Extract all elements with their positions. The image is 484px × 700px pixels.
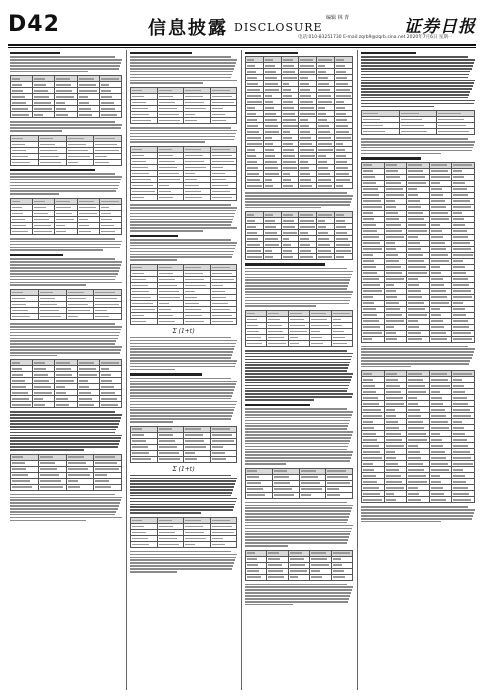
table-cell bbox=[317, 183, 335, 189]
data-table bbox=[245, 468, 353, 499]
table-cell bbox=[246, 492, 273, 498]
table-cell bbox=[210, 541, 237, 547]
masthead-rule bbox=[8, 44, 476, 46]
table-cell bbox=[384, 497, 407, 503]
table-cell bbox=[66, 314, 94, 320]
table-cell bbox=[131, 318, 158, 324]
table-cell bbox=[246, 183, 264, 189]
formula: Σ (1+t) bbox=[172, 465, 195, 473]
data-table bbox=[361, 110, 475, 135]
table-cell bbox=[11, 112, 33, 118]
data-table bbox=[361, 370, 475, 503]
table-row bbox=[362, 129, 475, 135]
table-cell bbox=[399, 129, 437, 135]
table-row bbox=[246, 492, 353, 498]
paragraph bbox=[130, 239, 237, 261]
table-cell bbox=[157, 318, 184, 324]
table-cell bbox=[184, 195, 211, 201]
table-cell bbox=[184, 456, 211, 462]
data-table bbox=[130, 426, 237, 463]
table-cell bbox=[267, 341, 288, 347]
paragraph bbox=[10, 173, 122, 195]
table-cell bbox=[335, 254, 353, 260]
section-heading bbox=[130, 373, 202, 375]
section-heading bbox=[130, 235, 178, 237]
editor-line: 编辑 林 青 bbox=[326, 15, 350, 21]
paragraph bbox=[10, 56, 122, 72]
paragraph bbox=[10, 411, 122, 450]
section-heading bbox=[245, 263, 325, 265]
table-cell bbox=[66, 484, 94, 490]
table-cell bbox=[11, 402, 33, 408]
table-cell bbox=[157, 541, 184, 547]
paragraph bbox=[245, 584, 353, 606]
data-table bbox=[245, 211, 353, 260]
table-cell bbox=[317, 254, 335, 260]
table-cell bbox=[157, 456, 184, 462]
paragraph bbox=[10, 323, 122, 356]
table-cell bbox=[66, 159, 94, 165]
paragraph bbox=[361, 506, 475, 522]
table-row bbox=[11, 112, 122, 118]
table-cell bbox=[310, 341, 331, 347]
table-row bbox=[246, 341, 353, 347]
table-row bbox=[246, 574, 353, 580]
table-cell bbox=[362, 129, 400, 135]
data-table bbox=[245, 56, 353, 189]
table-cell bbox=[281, 183, 299, 189]
column-divider bbox=[126, 50, 127, 690]
paragraph bbox=[130, 551, 237, 573]
paragraph bbox=[245, 268, 353, 307]
table-cell bbox=[99, 402, 121, 408]
section-heading bbox=[361, 157, 421, 159]
text-column-1 bbox=[10, 50, 122, 690]
table-cell bbox=[263, 254, 281, 260]
table-cell bbox=[437, 129, 475, 135]
newspaper-logo: 证券日报 bbox=[404, 17, 476, 37]
data-table bbox=[130, 146, 237, 201]
table-cell bbox=[94, 159, 122, 165]
table-cell bbox=[131, 456, 158, 462]
table-row bbox=[11, 314, 122, 320]
table-cell bbox=[11, 484, 39, 490]
table-cell bbox=[33, 402, 55, 408]
section-heading bbox=[245, 52, 298, 54]
table-cell bbox=[210, 456, 237, 462]
formula: Σ (1+t) bbox=[172, 327, 195, 335]
table-row bbox=[131, 118, 237, 124]
data-table bbox=[245, 550, 353, 581]
table-cell bbox=[210, 118, 237, 124]
table-row bbox=[131, 456, 237, 462]
paragraph bbox=[10, 238, 122, 251]
table-cell bbox=[94, 314, 122, 320]
data-table bbox=[130, 517, 237, 548]
section-title-en: DISCLOSURE bbox=[234, 21, 323, 34]
paragraph bbox=[245, 192, 353, 208]
table-cell bbox=[11, 228, 33, 234]
table-cell bbox=[362, 336, 385, 342]
table-cell bbox=[429, 497, 452, 503]
table-cell bbox=[157, 118, 184, 124]
table-cell bbox=[99, 112, 121, 118]
table-cell bbox=[131, 195, 158, 201]
table-cell bbox=[299, 492, 326, 498]
table-cell bbox=[288, 341, 309, 347]
paragraph bbox=[130, 127, 237, 143]
table-cell bbox=[429, 336, 452, 342]
table-cell bbox=[184, 541, 211, 547]
table-cell bbox=[77, 228, 99, 234]
table-cell bbox=[267, 574, 288, 580]
data-table bbox=[361, 162, 475, 343]
masthead bbox=[8, 12, 476, 42]
table-cell bbox=[38, 484, 66, 490]
data-table bbox=[10, 289, 122, 320]
paragraph bbox=[10, 494, 122, 522]
paragraph bbox=[130, 56, 237, 84]
paragraph bbox=[245, 502, 353, 547]
table-cell bbox=[131, 118, 158, 124]
table-cell bbox=[281, 254, 299, 260]
table-cell bbox=[263, 183, 281, 189]
table-cell bbox=[331, 574, 352, 580]
table-row bbox=[362, 336, 475, 342]
table-cell bbox=[407, 336, 430, 342]
paragraph bbox=[130, 378, 237, 423]
section-heading bbox=[10, 254, 63, 256]
section-heading bbox=[10, 169, 95, 171]
table-row bbox=[131, 541, 237, 547]
data-table bbox=[130, 87, 237, 124]
table-cell bbox=[272, 492, 299, 498]
table-cell bbox=[33, 228, 55, 234]
data-table bbox=[10, 135, 122, 166]
table-row bbox=[246, 183, 353, 189]
paragraph bbox=[245, 408, 353, 465]
table-cell bbox=[452, 336, 475, 342]
table-cell bbox=[246, 254, 264, 260]
table-cell bbox=[77, 112, 99, 118]
table-cell bbox=[210, 195, 237, 201]
table-cell bbox=[157, 195, 184, 201]
table-row bbox=[131, 195, 237, 201]
masthead-rule-thin bbox=[8, 47, 476, 48]
table-cell bbox=[55, 112, 77, 118]
page-number: D42 bbox=[8, 12, 60, 37]
text-column-3 bbox=[245, 50, 353, 690]
paragraph bbox=[10, 258, 122, 286]
table-cell bbox=[184, 318, 211, 324]
section-heading bbox=[130, 52, 192, 54]
table-cell bbox=[310, 574, 331, 580]
table-row bbox=[11, 228, 122, 234]
table-row bbox=[131, 318, 237, 324]
page-footer-note bbox=[473, 690, 474, 695]
table-cell bbox=[335, 183, 353, 189]
table-cell bbox=[38, 314, 66, 320]
table-cell bbox=[99, 228, 121, 234]
data-table bbox=[10, 75, 122, 118]
data-table bbox=[10, 359, 122, 408]
table-cell bbox=[362, 497, 385, 503]
table-cell bbox=[407, 497, 430, 503]
table-cell bbox=[288, 574, 309, 580]
table-cell bbox=[299, 183, 317, 189]
column-divider bbox=[241, 50, 242, 690]
table-cell bbox=[331, 341, 352, 347]
table-cell bbox=[94, 484, 122, 490]
table-cell bbox=[384, 336, 407, 342]
table-cell bbox=[55, 228, 77, 234]
paragraph bbox=[361, 56, 475, 107]
table-cell bbox=[131, 541, 158, 547]
paragraph bbox=[130, 475, 237, 514]
table-cell bbox=[38, 159, 66, 165]
data-table bbox=[10, 454, 122, 491]
paragraph bbox=[130, 204, 237, 232]
data-table bbox=[130, 264, 237, 325]
table-row bbox=[11, 159, 122, 165]
table-cell bbox=[11, 159, 39, 165]
table-cell bbox=[299, 254, 317, 260]
section-heading bbox=[245, 404, 310, 406]
column-divider bbox=[357, 50, 358, 690]
table-row bbox=[362, 497, 475, 503]
table-cell bbox=[246, 341, 267, 347]
table-cell bbox=[246, 574, 267, 580]
text-column-2 bbox=[130, 50, 237, 690]
table-row bbox=[246, 254, 353, 260]
section-title-cn: 信息披露 bbox=[148, 18, 228, 39]
data-table bbox=[10, 198, 122, 235]
table-cell bbox=[55, 402, 77, 408]
table-cell bbox=[33, 112, 55, 118]
paragraph bbox=[10, 121, 122, 131]
paragraph bbox=[361, 138, 475, 154]
table-row bbox=[11, 402, 122, 408]
paragraph bbox=[130, 337, 237, 370]
paragraph bbox=[361, 346, 475, 368]
table-cell bbox=[77, 402, 99, 408]
contact-line: 电话:010-83251730 E-mail:zqrb9@zqrb.sina.net 2020年7月6日 星期一 bbox=[298, 35, 453, 40]
table-row bbox=[11, 484, 122, 490]
table-cell bbox=[452, 497, 475, 503]
table-cell bbox=[184, 118, 211, 124]
table-cell bbox=[11, 314, 39, 320]
table-cell bbox=[326, 492, 353, 498]
table-cell bbox=[210, 318, 237, 324]
text-column-4 bbox=[361, 50, 475, 690]
section-heading bbox=[10, 52, 60, 54]
section-heading bbox=[361, 52, 416, 54]
paragraph bbox=[245, 350, 353, 401]
data-table bbox=[245, 310, 353, 347]
